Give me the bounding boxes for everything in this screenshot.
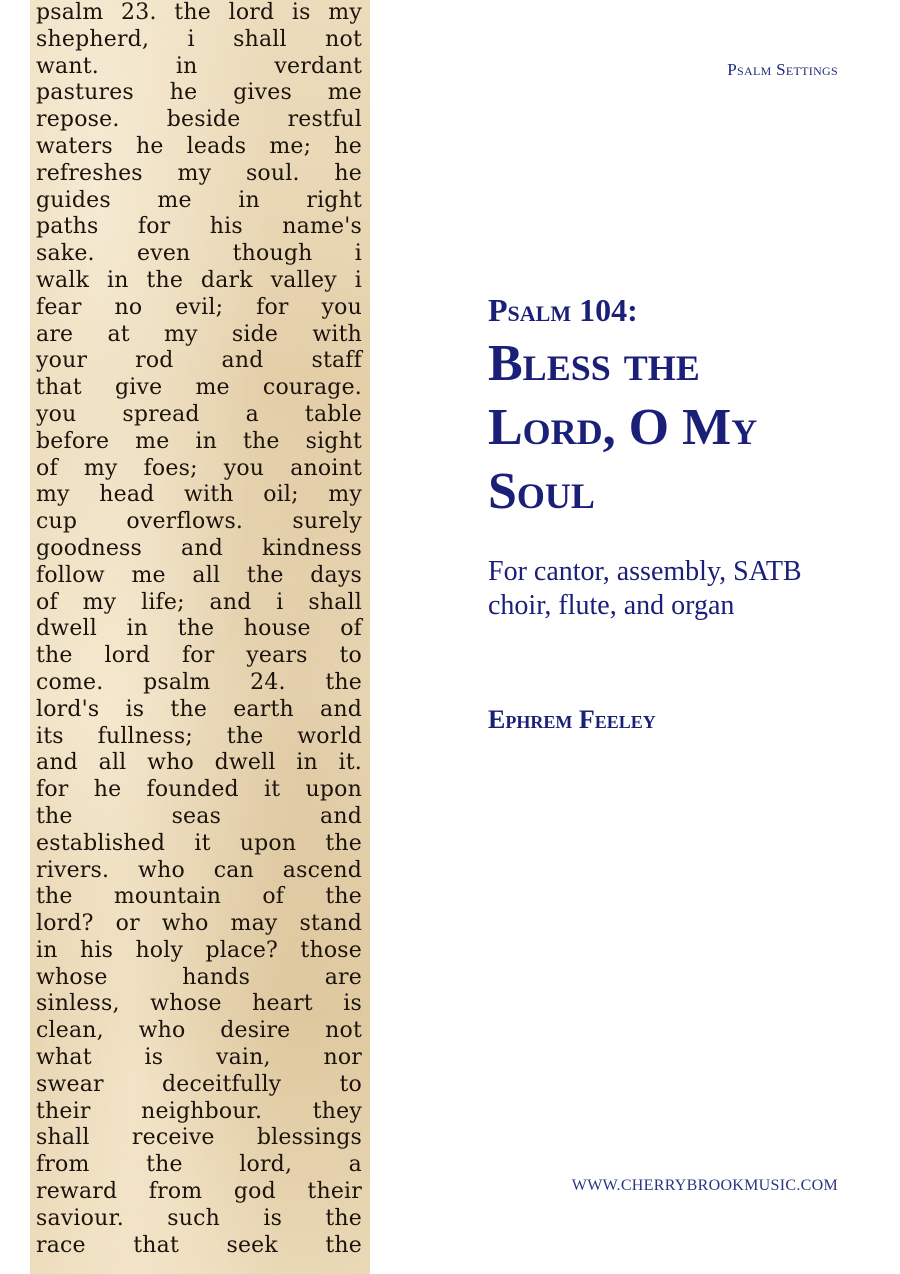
composer-name: Ephrem Feeley bbox=[488, 705, 656, 734]
psalm-title-line-3: Soul bbox=[488, 463, 595, 520]
psalm-text-line: established it upon the bbox=[36, 830, 362, 856]
instrumentation-text: For cantor, assembly, SATB choir, flute, and organ bbox=[488, 556, 802, 621]
psalm-text-line: of my foes; you anoint bbox=[36, 455, 362, 481]
psalm-text-line: before me in the sight bbox=[36, 428, 362, 454]
psalm-text-line: the seas and bbox=[36, 803, 362, 829]
psalm-text-line: in his holy place? those bbox=[36, 937, 362, 963]
psalm-text-line: that give me courage. bbox=[36, 375, 362, 401]
psalm-text-line: the lord for years to bbox=[36, 643, 362, 669]
psalm-text-line: my head with oil; my bbox=[36, 482, 362, 508]
website-url: WWW.CHERRYBROOKMUSIC.COM bbox=[571, 1177, 838, 1194]
psalm-text-line: lord's is the earth and bbox=[36, 696, 362, 722]
psalm-text-line: clean, who desire not bbox=[36, 1018, 362, 1044]
psalm-title-line-1: Bless the bbox=[488, 335, 700, 392]
psalm-text-line: are at my side with bbox=[36, 321, 362, 347]
psalm-text-lines bbox=[36, 0, 362, 1259]
psalm-text-line: sinless, whose heart is bbox=[36, 991, 362, 1017]
psalm-text-line: rivers. who can ascend bbox=[36, 857, 362, 883]
psalm-text-line: for he founded it upon bbox=[36, 777, 362, 803]
psalm-text-line: follow me all the days bbox=[36, 562, 362, 588]
psalm-text-line: want. in verdant bbox=[36, 53, 362, 79]
psalm-text-line: shall receive blessings bbox=[36, 1125, 362, 1151]
psalm-text-line: come. psalm 24. the bbox=[36, 669, 362, 695]
psalm-text-line: saviour. such is the bbox=[36, 1205, 362, 1231]
psalm-text-line: psalm 23. the lord is my bbox=[36, 0, 362, 25]
psalm-number: Psalm 104: bbox=[488, 292, 638, 328]
psalm-title-line-2: Lord, O My bbox=[488, 399, 758, 456]
psalm-text-line: refreshes my soul. he bbox=[36, 160, 362, 186]
psalm-text-line: cup overflows. surely bbox=[36, 509, 362, 535]
psalm-text-line: of my life; and i shall bbox=[36, 589, 362, 615]
psalm-text-line: you spread a table bbox=[36, 401, 362, 427]
psalm-text-line: reward from god their bbox=[36, 1179, 362, 1205]
title-block bbox=[488, 290, 868, 524]
psalm-text-line: what is vain, nor bbox=[36, 1045, 362, 1071]
psalm-text-line: shepherd, i shall not bbox=[36, 26, 362, 52]
psalm-text-line: whose hands are bbox=[36, 964, 362, 990]
psalm-text-line: sake. even though i bbox=[36, 241, 362, 267]
series-label: Psalm Settings bbox=[727, 60, 838, 79]
psalm-text-line: lord? or who may stand bbox=[36, 911, 362, 937]
psalm-text-line: and all who dwell in it. bbox=[36, 750, 362, 776]
psalm-text-line: walk in the dark valley i bbox=[36, 267, 362, 293]
psalm-text-line: race that seek the bbox=[36, 1232, 362, 1258]
psalm-text-line: pastures he gives me bbox=[36, 80, 362, 106]
psalm-text-line: waters he leads me; he bbox=[36, 133, 362, 159]
psalm-text-line: swear deceitfully to bbox=[36, 1071, 362, 1097]
psalm-text-line: fear no evil; for you bbox=[36, 294, 362, 320]
psalm-text-line: from the lord, a bbox=[36, 1152, 362, 1178]
psalm-text-sidebar bbox=[30, 0, 370, 1274]
psalm-text-line: guides me in right bbox=[36, 187, 362, 213]
psalm-text-line: dwell in the house of bbox=[36, 616, 362, 642]
psalm-text-line: its fullness; the world bbox=[36, 723, 362, 749]
psalm-text-line: goodness and kindness bbox=[36, 535, 362, 561]
psalm-text-line: your rod and staff bbox=[36, 348, 362, 374]
psalm-text-line: paths for his name's bbox=[36, 214, 362, 240]
psalm-text-line: their neighbour. they bbox=[36, 1098, 362, 1124]
psalm-text-line: the mountain of the bbox=[36, 884, 362, 910]
psalm-text-line: repose. beside restful bbox=[36, 107, 362, 133]
